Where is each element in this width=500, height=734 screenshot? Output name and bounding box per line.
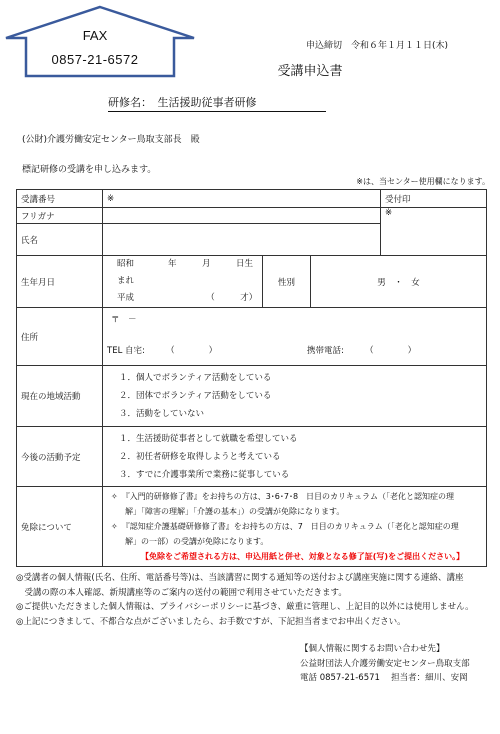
activity-option-3[interactable]: ３．活動をしていない [119,409,205,419]
activity-option-2[interactable]: ２．団体でボランティア活動をしている [119,391,272,401]
contact-org: 公益財団法人介護労働安定センター鳥取支部 [300,658,470,669]
furigana-field[interactable] [103,208,381,224]
course-title: 研修名： 生活援助従事者研修 [108,94,326,112]
birthdate-heisei: 平成 （ 才） [117,293,258,303]
birthdate-showa: 昭和 年 月 日生まれ [117,259,254,286]
birthdate-field[interactable] [103,256,263,308]
furigana-label: フリガナ [17,208,103,224]
name-field[interactable] [103,224,381,256]
mobile-phone: 携帯電話: （ ） [307,346,417,356]
receipt-stamp-label: 受付印 [381,190,487,208]
birthdate-label: 生年月日 [17,256,103,308]
plan-option-3[interactable]: ３．すでに介護事業所で業務に従事している [119,469,290,480]
exemption-label: 免除について [17,487,103,567]
address-label: 住所 [17,308,103,366]
privacy-note-1a: ◎受講者の個人情報(氏名、住所、電話番号等)は、当該講習に関する通知等の送付および講座実施に関する連絡、講座 [16,573,464,583]
row-receipt-number [17,190,487,208]
contact-phone: 電話 0857-21-6571 担当者：細川、安岡 [300,673,468,683]
receipt-stamp-area [381,208,487,256]
current-activity-options[interactable] [103,366,487,427]
gender-field[interactable]: 男 ・ 女 [311,256,487,308]
form-title: 受講申込書 [277,64,343,79]
row-address [17,308,487,366]
future-plan-options[interactable] [103,427,487,487]
privacy-note-2: ◎ご提供いただきました個人情報は、プライバシーポリシーに基づき、厳重に管理し、上記目的以外には使用しません。 [16,602,474,612]
name-label: 氏名 [17,224,103,256]
future-plan-label: 今後の活動予定 [17,427,103,487]
row-future-plan [17,427,487,487]
address-field[interactable] [103,308,487,366]
privacy-note-1b: 受講の際の本人確認、新規講座等のご案内の送付の範囲で利用させていただきます。 [16,587,347,598]
home-phone: TEL 自宅: （ ） [107,346,218,356]
exemption-item-1b: 解」「障害の理解」「介護の基本」）の受講が免除になります。 [125,507,345,516]
row-furigana [17,208,487,224]
application-deadline: 申込締切 令和６年１月１１日(木) [305,41,448,51]
intro-text: 標記研修の受講を申し込みます。 [22,165,157,175]
receipt-stamp-mark: ※ [385,208,393,218]
exemption-item-2b: 解」の一部）の受講が免除になります。 [125,537,269,546]
fax-number: 0857-21-6572 [51,52,139,67]
exemption-item-2a: ✧ 『認知症介護基礎研修修了書』をお持ちの方は、7 日目のカリキュラム（「老化と認知症の理 [111,522,459,531]
receipt-number-field[interactable]: ※ [103,190,381,208]
row-exemption [17,487,487,567]
receipt-number-label: 受講番号 [17,190,103,208]
contact-info [300,642,470,686]
postal-code: 〒 － [111,315,137,325]
current-activity-label: 現在の地域活動 [17,366,103,427]
plan-option-1[interactable]: １．生活援助従事者として就職を希望している [119,433,298,444]
exemption-notice: 【免除をご希望される方は、申込用紙と併せ、対象となる修了証(写)をご提出ください。】 [141,552,465,561]
application-form-table [16,189,487,567]
exemption-details [103,487,487,567]
exemption-item-1a: ✧ 『入門的研修修了書』をお持ちの方は、3･6･7･8 日目のカリキュラム（「老化と認知症の理 [111,492,454,501]
plan-option-2[interactable]: ２．初任者研修を取得しようと考えている [119,451,281,462]
activity-option-1[interactable]: １．個人でボランティア活動をしている [119,373,272,383]
addressee: (公財)介護労働安定センター鳥取支部長 殿 [22,135,200,145]
row-current-activity [17,366,487,427]
contact-heading: 【個人情報に関するお問い合わせ先】 [300,644,445,654]
row-birthdate [17,256,487,308]
privacy-note-3: ◎上記につきまして、不都合な点がございましたら、お手数ですが、下記担当者までお申出ください。 [16,616,406,627]
privacy-notes [16,571,486,629]
office-use-note: ※は、当センター使用欄になります。 [356,177,490,186]
gender-label: 性別 [263,256,311,308]
fax-title: FAX [82,28,108,43]
